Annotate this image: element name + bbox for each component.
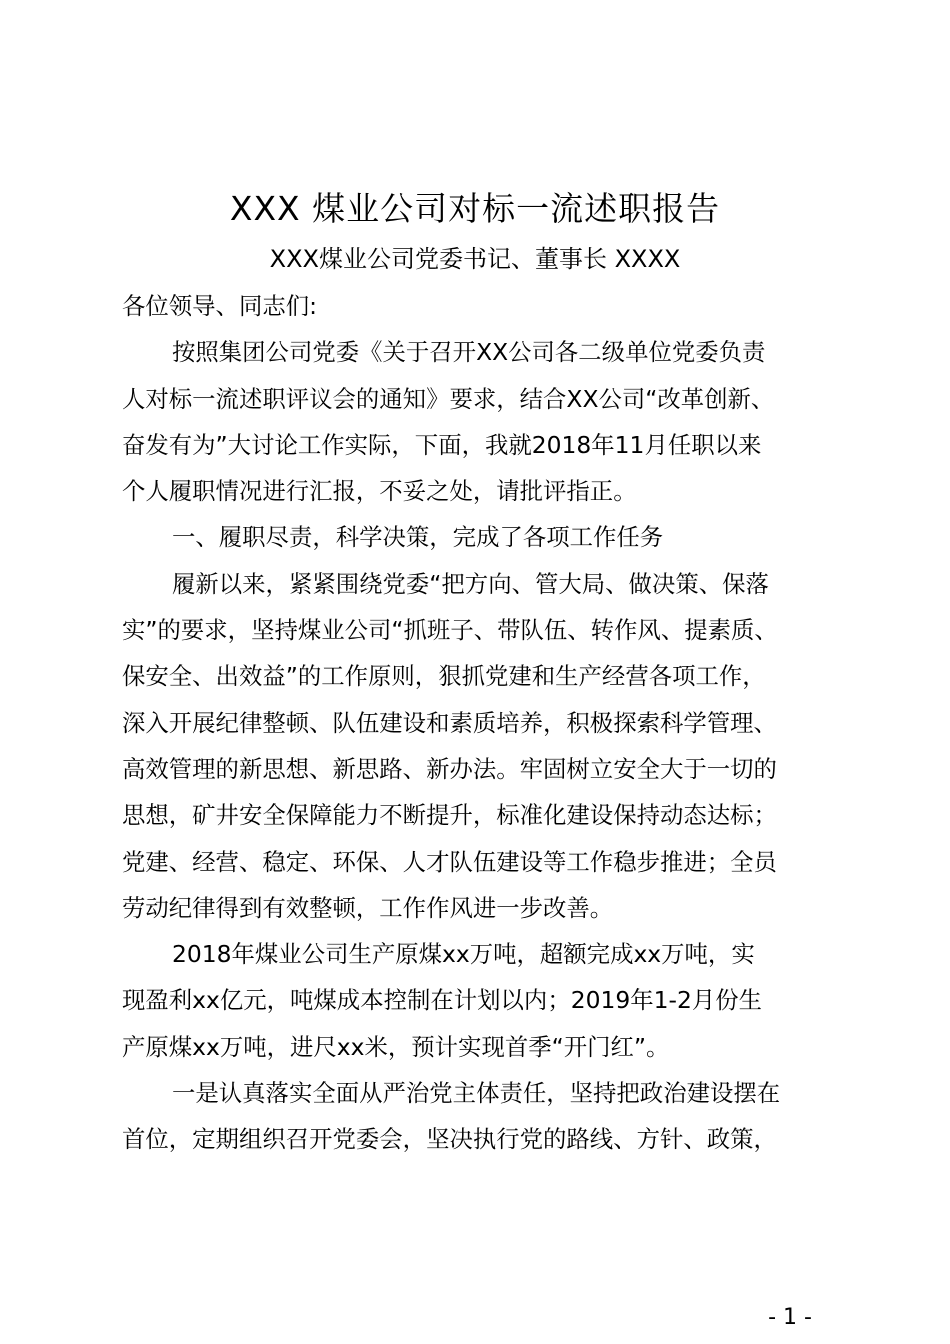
document-title: XXX 煤业公司对标一流述职报告 (229, 189, 721, 228)
page-number: - 1 - (768, 1305, 812, 1330)
paragraph-line: 按照集团公司党委《关于召开XX公司各二级单位党委负责 (172, 338, 766, 367)
paragraph-line: 高效管理的新思想、新思路、新办法。牢固树立安全大于一切的 (122, 754, 777, 783)
paragraph-line: 一是认真落实全面从严治党主体责任，坚持把政治建设摆在 (172, 1079, 781, 1108)
paragraph-line: 思想，矿井安全保障能力不断提升，标准化建设保持动态达标； (122, 801, 777, 830)
paragraph-line: 党建、经营、稳定、环保、人才队伍建设等工作稳步推进；全员 (122, 847, 777, 876)
document-body (122, 283, 832, 1163)
paragraph-line: 履新以来，紧紧围绕党委“把方向、管大局、做决策、保落 (172, 569, 769, 598)
paragraph-line: 劳动纪律得到有效整顿，工作作风进一步改善。 (122, 893, 614, 922)
paragraph-line: 人对标一流述职评议会的通知》要求，结合XX公司“改革创新、 (122, 384, 775, 413)
document-subtitle: XXX煤业公司党委书记、董事长 XXXX (269, 245, 681, 273)
paragraph-line: 2018年煤业公司生产原煤xx万吨，超额完成xx万吨，实 (172, 940, 755, 969)
paragraph-line: 产原煤xx万吨，进尺xx米，预计实现首季“开门红”。 (122, 1032, 670, 1061)
paragraph-line: 首位，定期组织召开党委会，坚决执行党的路线、方针、政策， (122, 1125, 777, 1154)
paragraph-line: 奋发有为”大讨论工作实际，下面，我就2018年11月任职以来 (122, 430, 762, 459)
paragraph-line: 现盈利xx亿元，吨煤成本控制在计划以内；2019年1-2月份生 (122, 986, 763, 1015)
salutation: 各位领导、同志们: (122, 292, 318, 320)
paragraph-line: 个人履职情况进行汇报，不妥之处，请批评指正。 (122, 477, 637, 506)
paragraph-line: 深入开展纪律整顿、队伍建设和素质培养，积极探索科学管理、 (122, 708, 777, 737)
paragraph-line: 实”的要求，坚持煤业公司“抓班子、带队伍、转作风、提素质、 (122, 616, 778, 645)
paragraph-line: 保安全、出效益”的工作原则，狠抓党建和生产经营各项工作， (122, 662, 766, 691)
section-heading: 一、履职尽责，科学决策，完成了各项工作任务 (172, 523, 664, 552)
